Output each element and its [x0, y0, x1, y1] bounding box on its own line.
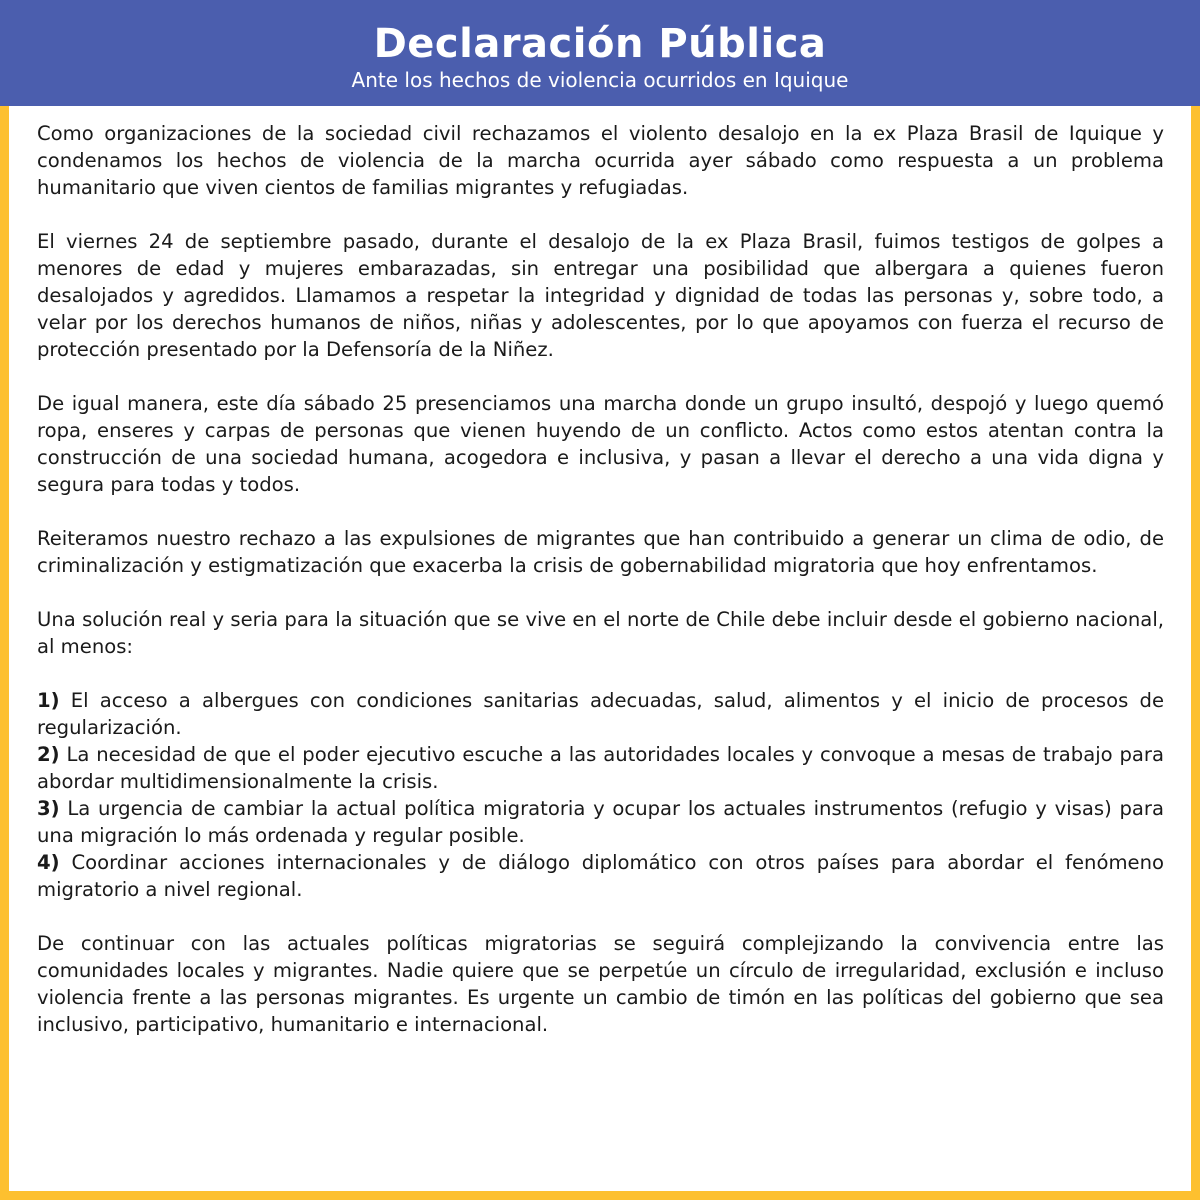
- list-item: [37, 795, 1164, 849]
- list-text: El acceso a albergues con condiciones sanitarias adecuadas, salud, alimentos y el inicio de procesos de regularización.: [37, 689, 1164, 739]
- paragraph-intro: Como organizaciones de la sociedad civil rechazamos el violento desalojo en la ex Plaza Brasil de Iquique y condenamos los hechos de violencia de la marcha ocurrida ayer sábado como respuesta a un problema humanitario que viven cientos de familias migrantes y refugiadas.: [37, 122, 1164, 199]
- list-item: [37, 741, 1164, 795]
- page-subtitle: Ante los hechos de violencia ocurridos en Iquique: [351, 68, 849, 92]
- page-title: Declaración Pública: [373, 21, 827, 67]
- list-number: 4): [37, 851, 60, 874]
- demands-list: [37, 687, 1164, 903]
- list-number: 2): [37, 743, 60, 766]
- list-number: 1): [37, 689, 60, 712]
- list-text: La necesidad de que el poder ejecutivo escuche a las autoridades locales y convoque a mesas de trabajo para abordar multidimensionalmente la crisis.: [37, 743, 1164, 793]
- statement-body: [37, 120, 1164, 1065]
- list-text: La urgencia de cambiar la actual política migratoria y ocupar los actuales instrumentos (refugio y visas) para una migración lo más ordenada y regular posible.: [37, 797, 1164, 847]
- paragraph-solution: Una solución real y seria para la situación que se vive en el norte de Chile debe incluir desde el gobierno nacional, al menos:: [37, 608, 1164, 658]
- header-banner: [0, 0, 1200, 106]
- list-item: [37, 849, 1164, 903]
- paragraph-expulsions: Reiteramos nuestro rechazo a las expulsiones de migrantes que han contribuido a generar un clima de odio, de criminalización y estigmatización que exacerba la crisis de gobernabilidad migratoria que hoy enfrentamos.: [37, 527, 1164, 577]
- list-text: Coordinar acciones internacionales y de diálogo diplomático con otros países para abordar el fenómeno migratorio a nivel regional.: [37, 851, 1164, 901]
- paragraph-eviction: El viernes 24 de septiembre pasado, durante el desalojo de la ex Plaza Brasil, fuimos testigos de golpes a menores de edad y mujeres embarazadas, sin entregar una posibilidad que albergara a quienes fueron desalojados y agredidos. Llamamos a respetar la integridad y dignidad de todas las personas y, sobre todo, a velar por los derechos humanos de niños, niñas y adolescentes, por lo que apoyamos con fuerza el recurso de protección presentado por la Defensoría de la Niñez.: [37, 230, 1164, 361]
- list-number: 3): [37, 797, 60, 820]
- paragraph-march: De igual manera, este día sábado 25 presenciamos una marcha donde un grupo insultó, despojó y luego quemó ropa, enseres y carpas de personas que vienen huyendo de un conflicto. Actos como estos atentan contra la construcción de una sociedad humana, acogedora e inclusiva, y pasan a llevar el derecho a una vida digna y segura para todas y todos.: [37, 392, 1164, 496]
- list-item: [37, 687, 1164, 741]
- paragraph-closing: De continuar con las actuales políticas migratorias se seguirá complejizando la convivencia entre las comunidades locales y migrantes. Nadie quiere que se perpetúe un círculo de irregularidad, exclusión e incluso violencia frente a las personas migrantes. Es urgente un cambio de timón en las políticas del gobierno que sea inclusivo, participativo, humanitario e internacional.: [37, 932, 1164, 1036]
